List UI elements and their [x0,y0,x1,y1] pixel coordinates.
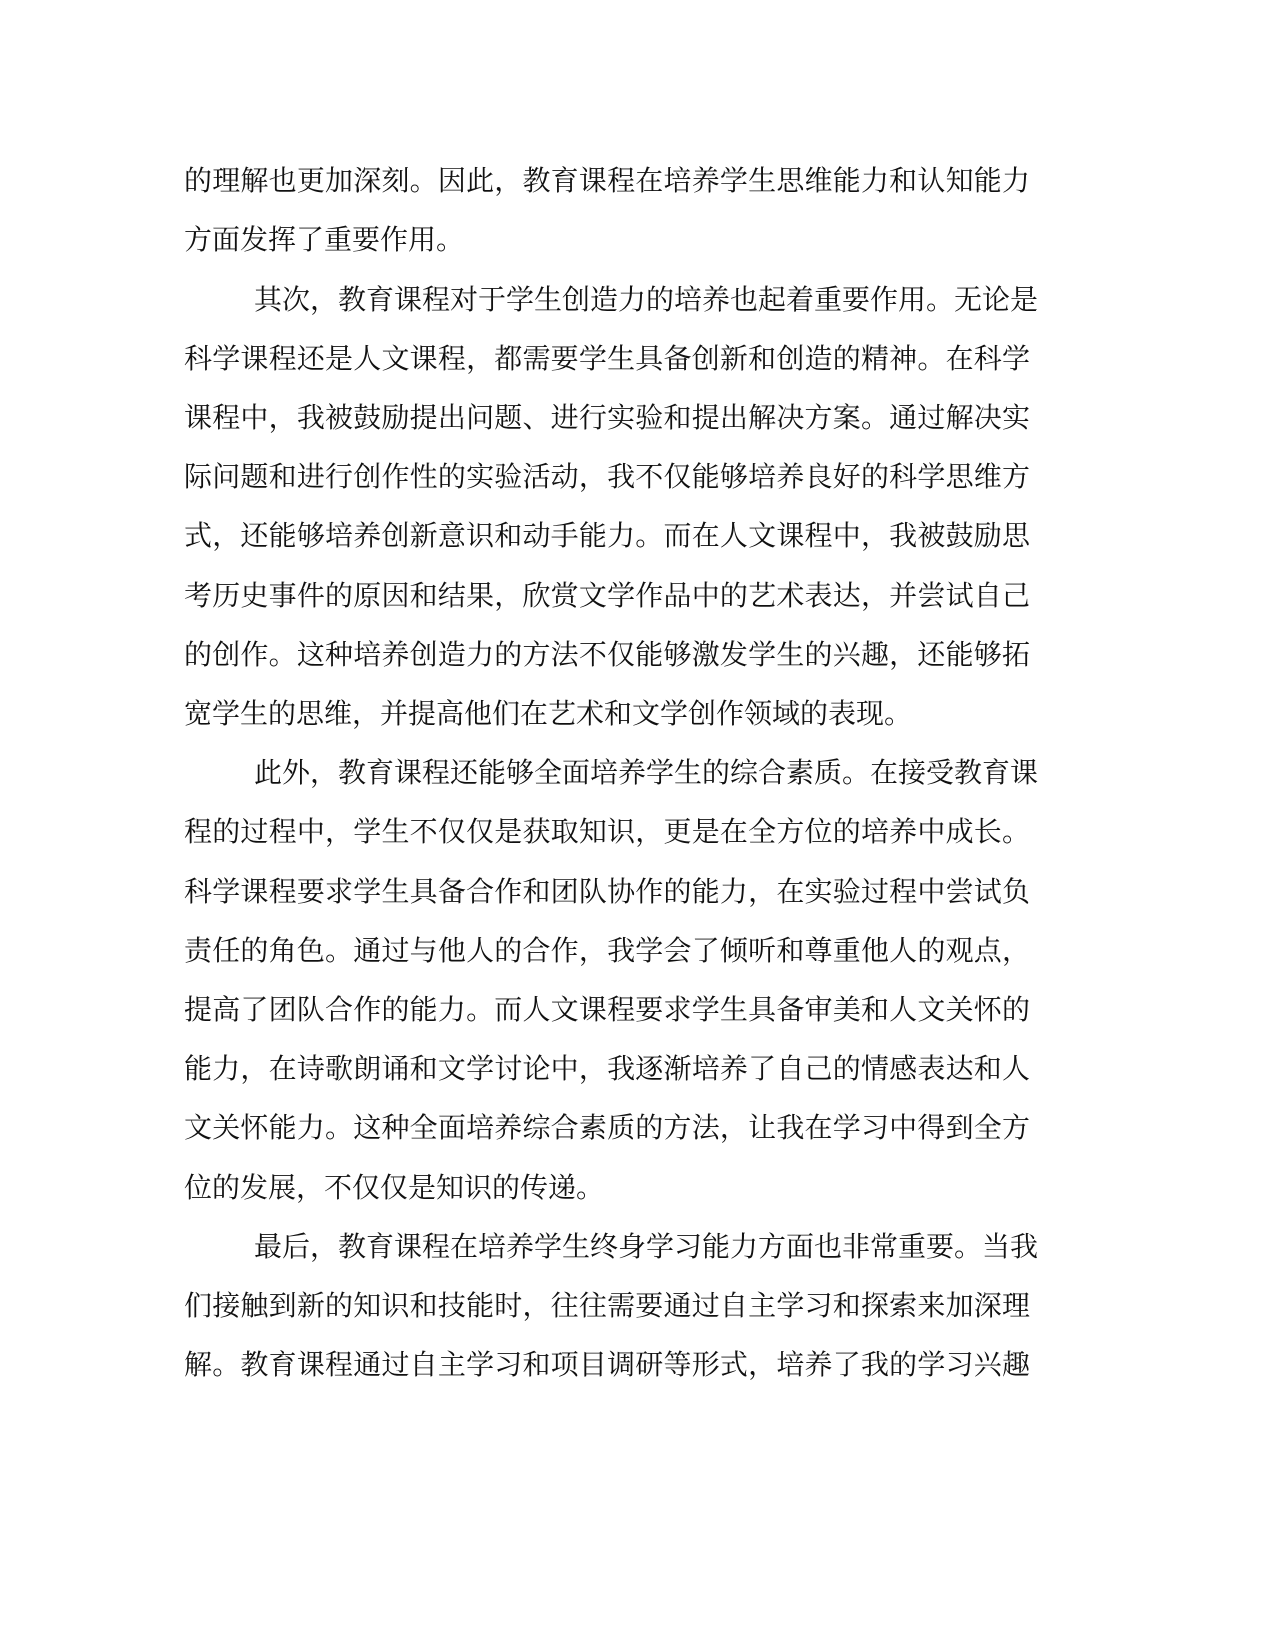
text-line: 责任的角色。通过与他人的合作，我学会了倾听和尊重他人的观点， [184,934,1030,967]
text-line: 提高了团队合作的能力。而人文课程要求学生具备审美和人文关怀的 [184,993,1030,1026]
paragraph-first-line: 最后，教育课程在培养学生终身学习能力方面也非常重要。当我 [254,1230,1039,1263]
text-line: 们接触到新的知识和技能时，往往需要通过自主学习和探索来加深理 [184,1289,1030,1322]
text-line: 科学课程还是人文课程，都需要学生具备创新和创造的精神。在科学 [184,342,1030,375]
text-line: 程的过程中，学生不仅仅是获取知识，更是在全方位的培养中成长。 [184,815,1030,848]
text-line: 的理解也更加深刻。因此，教育课程在培养学生思维能力和认知能力 [184,164,1030,197]
text-line: 考历史事件的原因和结果，欣赏文学作品中的艺术表达，并尝试自己 [184,579,1030,612]
text-line: 能力，在诗歌朗诵和文学讨论中，我逐渐培养了自己的情感表达和人 [184,1052,1030,1085]
text-line: 科学课程要求学生具备合作和团队协作的能力，在实验过程中尝试负 [184,875,1030,908]
paragraph-first-line: 其次，教育课程对于学生创造力的培养也起着重要作用。无论是 [254,283,1039,316]
text-line: 课程中，我被鼓励提出问题、进行实验和提出解决方案。通过解决实 [184,401,1030,434]
text-line: 的创作。这种培养创造力的方法不仅能够激发学生的兴趣，还能够拓 [184,638,1030,671]
text-line: 位的发展，不仅仅是知识的传递。 [184,1171,605,1204]
text-line: 解。教育课程通过自主学习和项目调研等形式，培养了我的学习兴趣 [184,1348,1030,1381]
paragraph-first-line: 此外，教育课程还能够全面培养学生的综合素质。在接受教育课 [254,756,1039,789]
text-line: 方面发挥了重要作用。 [184,223,465,256]
text-line: 式，还能够培养创新意识和动手能力。而在人文课程中，我被鼓励思 [184,519,1030,552]
text-line: 际问题和进行创作性的实验活动，我不仅能够培养良好的科学思维方 [184,460,1030,493]
text-line: 文关怀能力。这种全面培养综合素质的方法，让我在学习中得到全方 [184,1111,1030,1144]
text-line: 宽学生的思维，并提高他们在艺术和文学创作领域的表现。 [184,697,913,730]
